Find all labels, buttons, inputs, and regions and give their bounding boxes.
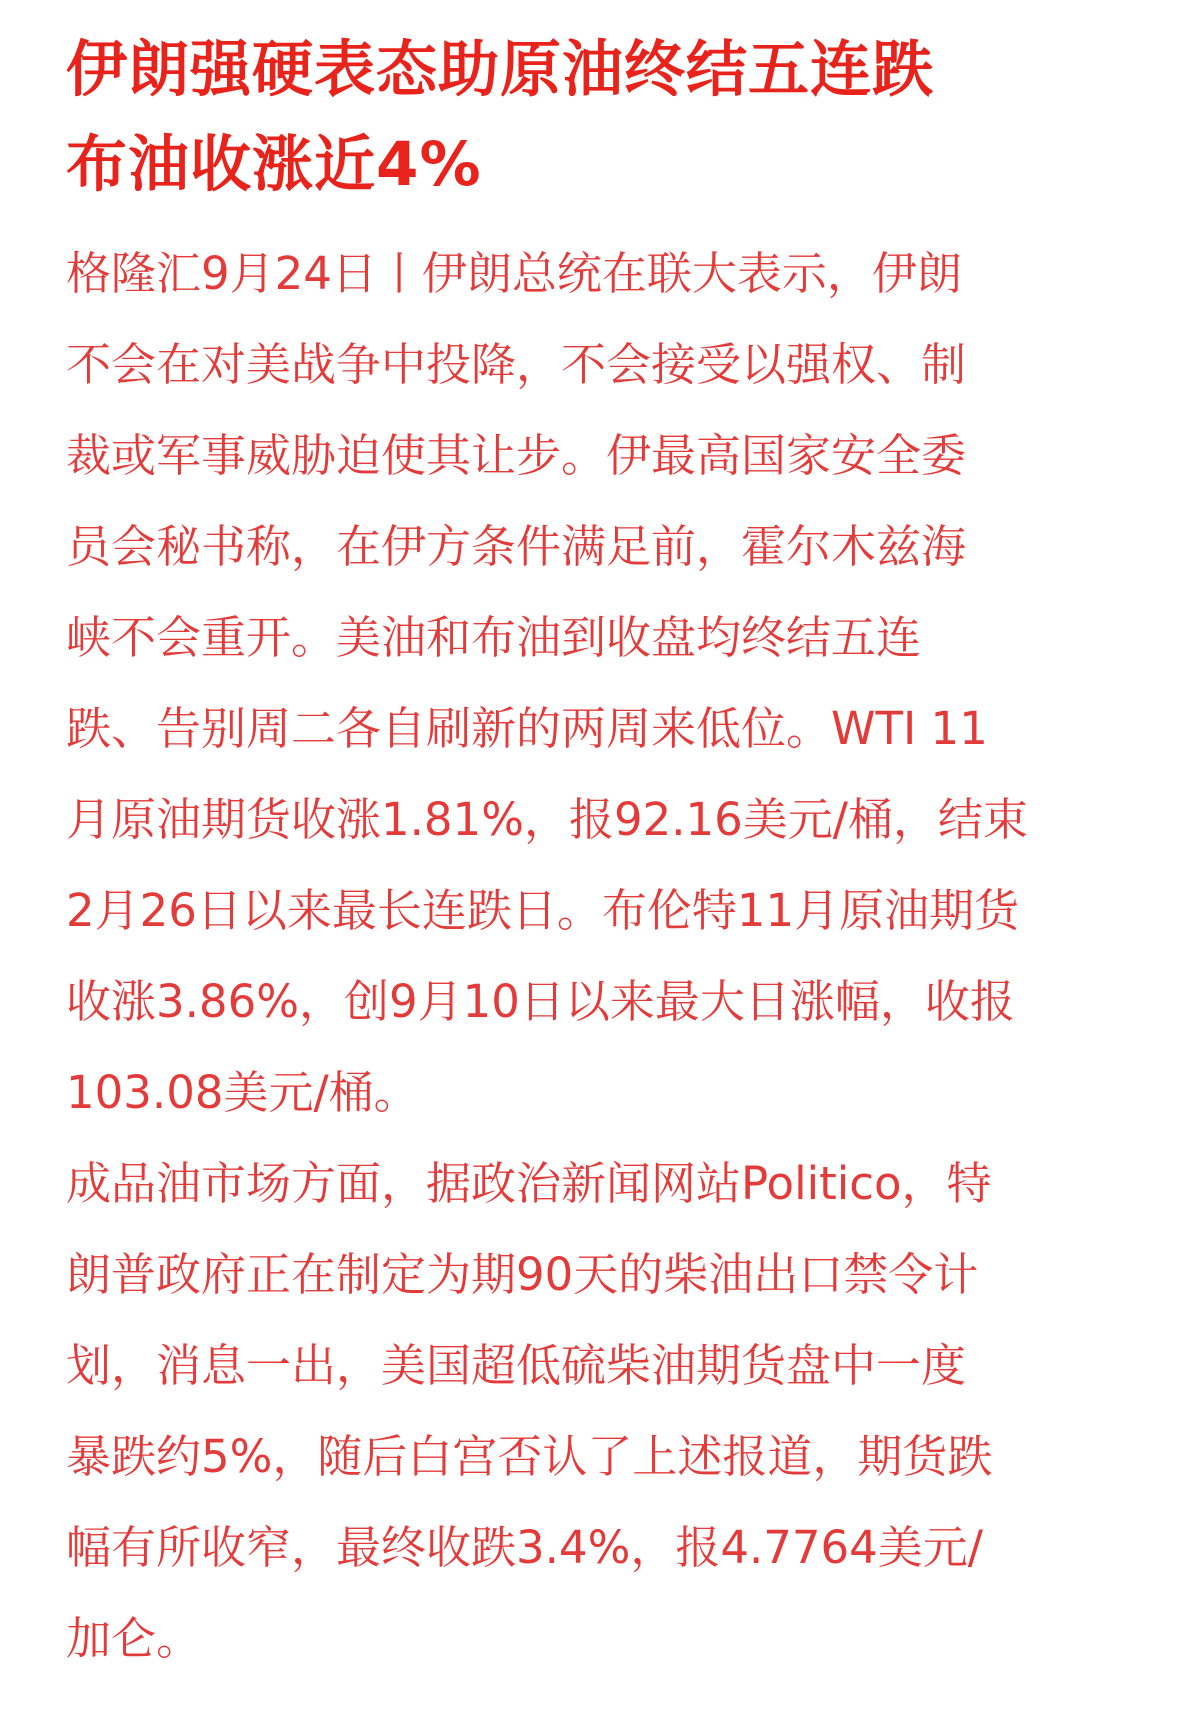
text-line: 成品油市场方面，据政治新闻网站Politico，特 [66,1157,992,1210]
paragraph-oil-prices [66,228,1146,1138]
headline-line: 伊朗强硬表态助原油终结五连跌 [66,34,935,105]
text-line: 员会秘书称，在伊方条件满足前，霍尔木兹海 [66,520,967,573]
paragraph-refined-oil [66,1138,1146,1684]
article-body [66,228,1146,1684]
text-line: 暴跌约5%，随后白宫否认了上述报道，期货跌 [66,1430,993,1483]
news-article [66,22,1146,1684]
text-line: 不会在对美战争中投降，不会接受以强权、制 [66,338,967,391]
headline [66,22,1146,212]
text-line: 加仑。 [66,1612,202,1665]
text-line: 幅有所收窄，最终收跌3.4%，报4.7764美元/ [66,1521,983,1574]
text-line: 裁或军事威胁迫使其让步。伊最高国家安全委 [66,429,967,482]
text-line: 峡不会重开。美油和布油到收盘均终结五连 [66,611,922,664]
text-line: 103.08美元/桶。 [66,1066,419,1119]
text-line: 2月26日以来最长连跌日。布伦特11月原油期货 [66,884,1020,937]
text-line: 月原油期货收涨1.81%，报92.16美元/桶，结束 [66,793,1028,846]
text-line: 收涨3.86%，创9月10日以来最大日涨幅，收报 [66,975,1015,1028]
text-line: 跌、告别周二各自刷新的两周来低位。WTI 11 [66,702,988,755]
text-line: 格隆汇9月24日丨伊朗总统在联大表示，伊朗 [66,247,962,300]
text-line: 朗普政府正在制定为期90天的柴油出口禁令计 [66,1248,979,1301]
text-line: 划，消息一出，美国超低硫柴油期货盘中一度 [66,1339,967,1392]
headline-line: 布油收涨近4% [66,129,482,200]
